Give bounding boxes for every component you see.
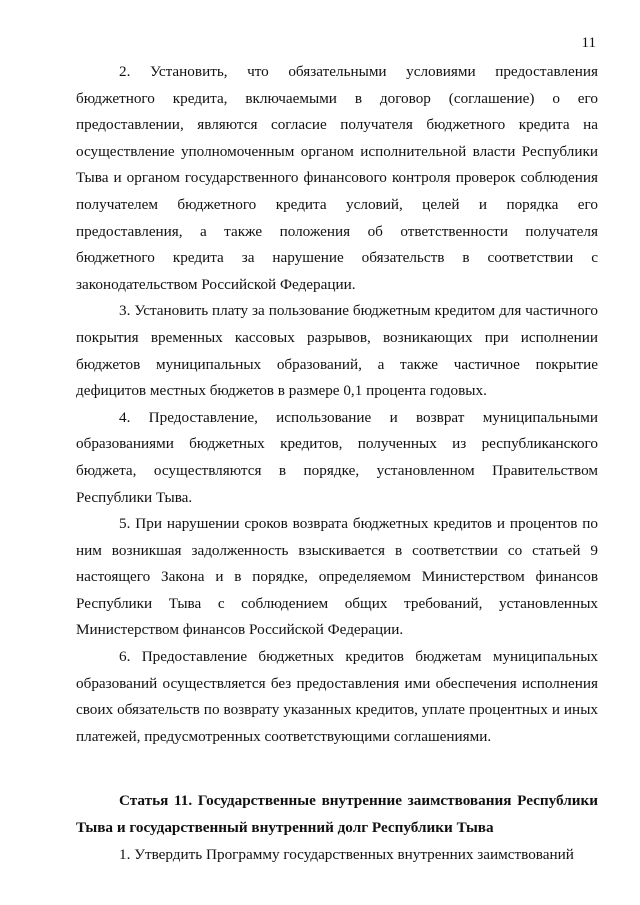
paragraph-3: 3. Установить плату за пользование бюджетным кредитом для частичного покрытия временных кассовых разрывов, возникающих при исполнении бюджетов муниципальных образований, а также частичное покрытие дефицитов местных бюджетов в размере 0,1 процента годовых. (76, 302, 598, 400)
paragraph-2: 2. Установить, что обязательными условиями предоставления бюджетного кредита, включаемыми в договор (соглашение) о его предоставлении, являются согласие получателя бюджетного кредита на осуществление уполномоченным органом исполнительной власти Республики Тыва и органом государственного финансового контроля проверок соблюдения получателем бюджетного кредита условий, целей и порядка его предоставления, а также положения об ответственности получателя бюджетного кредита за нарушение обязательств в соответствии с законодательством Российской Федерации. (76, 63, 598, 293)
paragraph-4: 4. Предоставление, использование и возврат муниципальными образованиями бюджетных кредитов, полученных из республиканского бюджета, осуществляются в порядке, установленном Правительством Республики Тыва. (76, 408, 598, 506)
document-body (76, 59, 598, 868)
article-11-paragraph-1: 1. Утвердить Программу государственных внутренних заимствований (119, 845, 574, 863)
paragraph-5: 5. При нарушении сроков возврата бюджетных кредитов и процентов по ним возникшая задолженность взыскивается в соответствии со статьей 9 настоящего Закона и в порядке, определяемом Министерством финансов Республики Тыва с соблюдением общих требований, установленных Министерством финансов Российской Федерации. (76, 515, 598, 639)
paragraph-6: 6. Предоставление бюджетных кредитов бюджетам муниципальных образований осуществляется без предоставления ими обеспечения исполнения своих обязательств по возврату указанных кредитов, уплате процентных и иных платежей, предусмотренных соответствующими соглашениями. (76, 648, 598, 745)
page-number: 11 (581, 35, 596, 51)
article-11-title: Статья 11. Государственные внутренние заимствования Республики Тыва и государственный внутренний долг Республики Тыва (76, 792, 598, 837)
